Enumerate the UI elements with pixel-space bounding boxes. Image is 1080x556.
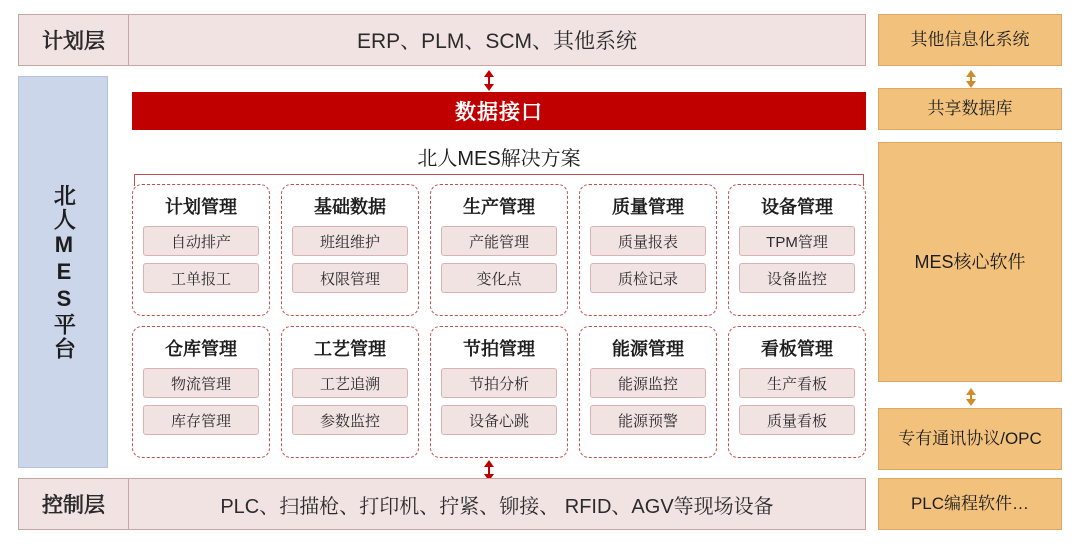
control-layer-label: 控制层 (19, 479, 129, 529)
module-item[interactable]: 库存管理 (143, 405, 260, 435)
module-title: 基础数据 (314, 197, 386, 217)
module-item[interactable]: 变化点 (441, 263, 558, 293)
module-card[interactable] (728, 326, 866, 458)
right-box-plc-software[interactable]: PLC编程软件… (878, 478, 1062, 530)
control-layer-devices: PLC、扫描枪、打印机、拧紧、铆接、 RFID、AGV等现场设备 (220, 495, 774, 518)
module-grid (132, 184, 866, 458)
planning-layer-row (18, 14, 866, 66)
mes-platform-bar (18, 76, 108, 468)
module-item[interactable]: 设备监控 (739, 263, 856, 293)
data-interface-bar: 数据接口 (132, 92, 866, 130)
mes-platform-label: 北人MES平台 (51, 183, 77, 361)
module-card[interactable] (430, 326, 568, 458)
mes-solution-area (132, 76, 866, 468)
module-item[interactable]: 节拍分析 (441, 368, 558, 398)
module-card[interactable] (132, 326, 270, 458)
module-title: 生产管理 (463, 197, 535, 217)
module-title: 设备管理 (761, 197, 833, 217)
planning-layer-systems: ERP、PLM、SCM、其他系统 (356, 30, 638, 53)
module-title: 能源管理 (612, 339, 684, 359)
right-stack (878, 14, 1062, 530)
arrow-down-head-right-1 (966, 81, 976, 88)
module-title: 质量管理 (612, 197, 684, 217)
module-card[interactable] (281, 184, 419, 316)
module-title: 计划管理 (165, 197, 237, 217)
module-item[interactable]: 设备心跳 (441, 405, 558, 435)
arrow-down-head-right-2 (966, 399, 976, 406)
module-item[interactable]: 生产看板 (739, 368, 856, 398)
module-item[interactable]: 产能管理 (441, 226, 558, 256)
module-card[interactable] (281, 326, 419, 458)
module-card[interactable] (579, 326, 717, 458)
planning-layer-label: 计划层 (19, 15, 129, 65)
module-item[interactable]: 工艺追溯 (292, 368, 409, 398)
right-box-mes-core-software[interactable]: MES核心软件 (878, 142, 1062, 382)
module-card[interactable] (132, 184, 270, 316)
module-title: 仓库管理 (165, 339, 237, 359)
module-item[interactable]: 能源预警 (590, 405, 707, 435)
module-title: 看板管理 (761, 339, 833, 359)
module-item[interactable]: 工单报工 (143, 263, 260, 293)
module-title: 节拍管理 (463, 339, 535, 359)
module-item[interactable]: 物流管理 (143, 368, 260, 398)
right-box-shared-database[interactable]: 共享数据库 (878, 88, 1062, 130)
module-item[interactable]: 质量看板 (739, 405, 856, 435)
module-item[interactable]: 质量报表 (590, 226, 707, 256)
right-box-protocol-opc[interactable]: 专有通讯协议/OPC (878, 408, 1062, 470)
module-item[interactable]: 能源监控 (590, 368, 707, 398)
module-item[interactable]: 自动排产 (143, 226, 260, 256)
module-card[interactable] (579, 184, 717, 316)
module-item[interactable]: 质检记录 (590, 263, 707, 293)
right-box-other-systems[interactable]: 其他信息化系统 (878, 14, 1062, 66)
module-card[interactable] (430, 184, 568, 316)
module-title: 工艺管理 (314, 339, 386, 359)
module-item[interactable]: TPM管理 (739, 226, 856, 256)
module-item[interactable]: 班组维护 (292, 226, 409, 256)
control-layer-row (18, 478, 866, 530)
module-item[interactable]: 参数监控 (292, 405, 409, 435)
solution-title: 北人MES解决方案 (417, 148, 581, 170)
arrow-line-control (488, 466, 490, 474)
module-card[interactable] (728, 184, 866, 316)
module-item[interactable]: 权限管理 (292, 263, 409, 293)
